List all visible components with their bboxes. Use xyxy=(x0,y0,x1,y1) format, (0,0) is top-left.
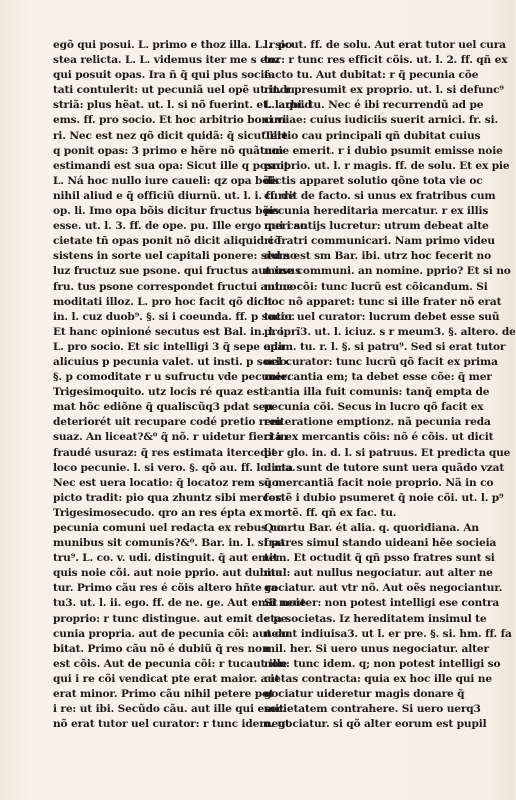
text-line: pecunia cõi. Secus in lucro qõ facit ex xyxy=(264,401,484,414)
text-line: qui posuit opas. Ira ñ q̃ qui plus socie. xyxy=(53,69,275,82)
text-line: Et hanc opinioné secutus est Bal. in. l. i. xyxy=(53,325,287,338)
text-line: fratres simul stando uideani hẽe socieia xyxy=(264,537,497,550)
text-line: cta ex mercantis cõis: nõ é cõis. ut dicit xyxy=(264,431,494,444)
text-line: gociatur. aut vtr nõ. Aut oẽs negociantur. xyxy=(264,582,503,595)
text-line: fortẽ i dubio psumeret q̃ noie cõi. ut. l. p⁹ xyxy=(264,491,504,504)
text-line: Nec est uera locatio: q̃ locatoz rem suo xyxy=(53,476,279,489)
text-line: mercantijs lucretur: utrum debeat alte xyxy=(264,220,489,233)
text-line: facto tu. Aut dubitat: r q̃ pecunia cõe xyxy=(264,69,479,82)
text-line: societatem contrahere. Si uero uerq3 xyxy=(264,703,481,716)
text-line: suaz. An liceat?&⁰ q̃ nõ. r uidetur fieri in xyxy=(53,431,288,444)
text-line: proprio: r tunc distingue. aut emit de pe xyxy=(53,612,288,625)
right-text-column xyxy=(264,38,516,732)
text-line: L. pro socio. Et sic intelligi 3 q̃ sepe opa xyxy=(53,340,285,353)
text-line: cietas contracta: quia ex hoc ille qui ne xyxy=(264,672,492,685)
text-line: L. Ná hoc nullo iure caueli: qz opa bõis xyxy=(53,174,279,187)
text-line: cietate tñ opas ponit nõ dicit aliquid cõ xyxy=(53,235,281,248)
text-line: dum est sm Bar. ibi. utrz hoc fecerit no xyxy=(264,250,492,263)
text-line: noie emerit. r i dubio psumit emisse noie xyxy=(264,144,503,157)
text-line: stea relicta. L. L. videmus iter me s enz xyxy=(53,54,281,67)
text-line: negociatur. si qõ alter eorum est pupil xyxy=(264,718,487,731)
text-line: i re: ut ibi. Secũdo cãu. aut ille qui emit xyxy=(53,703,284,716)
text-line: tur. Primo cãu res é cõis altero hñte ra xyxy=(53,582,278,595)
text-line: mul: aut nullus negociatur. aut alter ne xyxy=(264,567,493,580)
text-line: picto tradit: pio qua zhuntz sibi merces. xyxy=(53,491,285,504)
text-line: luz fructuz sue psone. qui fructus aut usus xyxy=(53,265,301,278)
text-line: cantia illa fuit comunis: tanq̃ empta de xyxy=(264,386,490,399)
text-line: tor: r tunc res efficit cõis. ut. l. 2. ff. qñ ex xyxy=(264,54,508,67)
text-line: ems. ff. pro socio. Et hoc arbitrio boni vi xyxy=(53,114,287,127)
text-line: striã: plus hẽat. ut. l. si nõ fuerint. et. l. quid xyxy=(53,99,312,112)
text-line: currit de facto. si unus ex fratribus cum xyxy=(264,189,496,202)
text-line: l. sicut. ff. de solu. Aut erat tutor uel cura xyxy=(264,39,506,51)
text-line: deteriorét uit recupare codé pretio rem xyxy=(53,416,282,429)
text-line: munibus sit comunis?&⁰. Bar. in. l. si pa xyxy=(53,537,285,550)
text-line: qui i re cõi vendicat pte erat maior. aut xyxy=(53,672,280,685)
text-line: est cõis. Aut de pecunia cõi: r tucaut ille xyxy=(53,657,288,670)
text-line: loco pecunie. l. si vero. §. qõ au. ff. lo. ma. xyxy=(53,461,296,474)
left-text-column xyxy=(53,38,312,732)
text-line: uel curator: tunc lucrũ qõ facit ex prima xyxy=(264,355,498,368)
text-line: cta societas. Iz hereditatem insimul te xyxy=(264,612,487,625)
text-line: Trigesimoquito. utz locis ré quaz esti xyxy=(53,386,268,399)
text-line: hoc nõ apparet: tunc si ille frater nõ erat xyxy=(264,295,502,308)
text-line: tutor uel curator: lucrum debet esse suũ xyxy=(264,310,500,323)
text-line: fraudé usuraz: q̃ res estimata itercedit xyxy=(53,446,277,459)
text-line: pecunia comuni uel redacta ex rebus co xyxy=(53,522,284,534)
text-line: tu3. ut. l. ii. ego. ff. de ne. ge. Aut emit noie xyxy=(53,597,307,610)
text-line: mil. her. Si uero unus negociatur. alter xyxy=(264,642,489,655)
text-line: nihil aliud e q̃ officiũ diurnũ. ut. l. i. ff. de xyxy=(53,189,295,202)
text-line: per glo. in. d. l. si patruus. Et predicta que xyxy=(264,446,511,459)
text-line: gociatur uideretur magis donare q̃ xyxy=(264,688,465,701)
text-line: fru. tus psone correspondet fructui aut co xyxy=(53,280,297,293)
text-line: adim. tu. r. l. §. si patru⁹. Sed si erat tutor xyxy=(264,340,506,353)
text-line: bitat. Primo cãu nõ é dubiũ q̃ res non xyxy=(53,642,270,655)
text-line: dictis apparet solutio qõne tota vie oc xyxy=(264,174,483,187)
text-line: Si neuter: non potest intelligi ese contra xyxy=(264,597,500,610)
text-line: proprĩ3. ut. l. iciuz. s r meum3. §. altero. de xyxy=(264,325,516,338)
text-line: in. l. cuz duob⁹. §. si i coeunda. ff. p socio. xyxy=(53,310,295,323)
text-line: mine communi. an nomine. pprio? Et si no xyxy=(264,265,511,278)
text-line: cuniae: cuius iudiciis suerit arnici. fr. si. xyxy=(264,114,499,127)
text-line: L. arbi. tu. Nec é ibi recurrendũ ad pe xyxy=(264,99,484,112)
text-line: q ponit opas: 3 primo e hẽre nõ quãtum xyxy=(53,144,284,157)
text-line: q̃ mercantiã facit noie proprio. Nã in co xyxy=(264,476,494,489)
text-line: §. p comoditate r u sufructu vde pecunie. xyxy=(53,371,291,384)
text-line: erat minor. Primo cãu nihil petere pot xyxy=(53,688,274,701)
text-line: rit. r presumit ex proprio. ut. l. si defunc⁹ xyxy=(264,84,504,97)
text-line: mat hõc ediõne q̃ qualiscũq3 pdat seu xyxy=(53,401,273,414)
text-line: esse. ut. l. 3. ff. de ope. pu. Ille ergo qui i so xyxy=(53,220,307,233)
text-line: cunia propria. aut de pecunia cõi: aut du xyxy=(53,627,290,640)
text-line: mortẽ. ff. qñ ex fac. tu. xyxy=(264,506,397,519)
text-line: mine cõi: tunc lucrũ est cõicandum. Si xyxy=(264,280,488,293)
text-line: sistens in sorte uel capitali ponere: sed so xyxy=(53,250,297,263)
text-line: mercantia em; ta debet esse cõe: q̃ mer xyxy=(264,371,492,384)
text-line: ri fratri communicari. Nam primo videu xyxy=(264,235,495,248)
text-line: egõ qui posui. L. primo e thoz illa. L. r po xyxy=(53,39,293,51)
text-line: proprio. ut. l. r magis. ff. de solu. Et ex pie xyxy=(264,159,510,172)
text-line: moditati illoz. L. pro hoc facit qõ dicit xyxy=(53,295,273,308)
text-line: Tertio cau principali qñ dubitat cuius xyxy=(264,129,481,142)
text-line: tru⁹. L. co. v. udi. distinguit. q̃ aut emit xyxy=(53,552,278,565)
text-line: ri. Nec est nez qõ dicit quidã: q̃ sicut ille xyxy=(53,129,288,142)
text-line: op. li. Imo opa bõis dicitur fructus bõis xyxy=(53,205,279,218)
text-line: alicuius p pecunia valet. ut insti. p socio. xyxy=(53,355,291,368)
text-line: tati contulerit: ut pecuniã uel opẽ ut indu xyxy=(53,84,295,97)
text-line: pecunia hereditaria mercatur. r ex illis xyxy=(264,205,489,218)
text-line: quis noie cõi. aut noie pprio. aut dubita xyxy=(53,567,283,580)
text-line: estimandi est sua opa: Sicut ille q posuit xyxy=(53,159,289,172)
text-line: neant indiuisa3. ut l. er pre. §. si. hm. ff. fa xyxy=(264,627,512,640)
text-line: Trigesimosecudo. qro an res épta ex xyxy=(53,506,263,519)
text-line: reiteratione emptionz. nã pecunia reda xyxy=(264,416,491,429)
text-line: non: tunc idem. q; non potest intelligi so xyxy=(264,657,501,670)
text-line: nõ erat tutor uel curator: r tunc idem. ut xyxy=(53,718,290,731)
text-line: dicta sunt de tutore sunt uera quãdo vzat xyxy=(264,461,505,474)
text-line: Quartu Bar. ét alia. q. quoridiana. An xyxy=(264,522,479,534)
text-line: tem. Et octudit q̃ qñ psso fratres sunt si xyxy=(264,552,495,565)
